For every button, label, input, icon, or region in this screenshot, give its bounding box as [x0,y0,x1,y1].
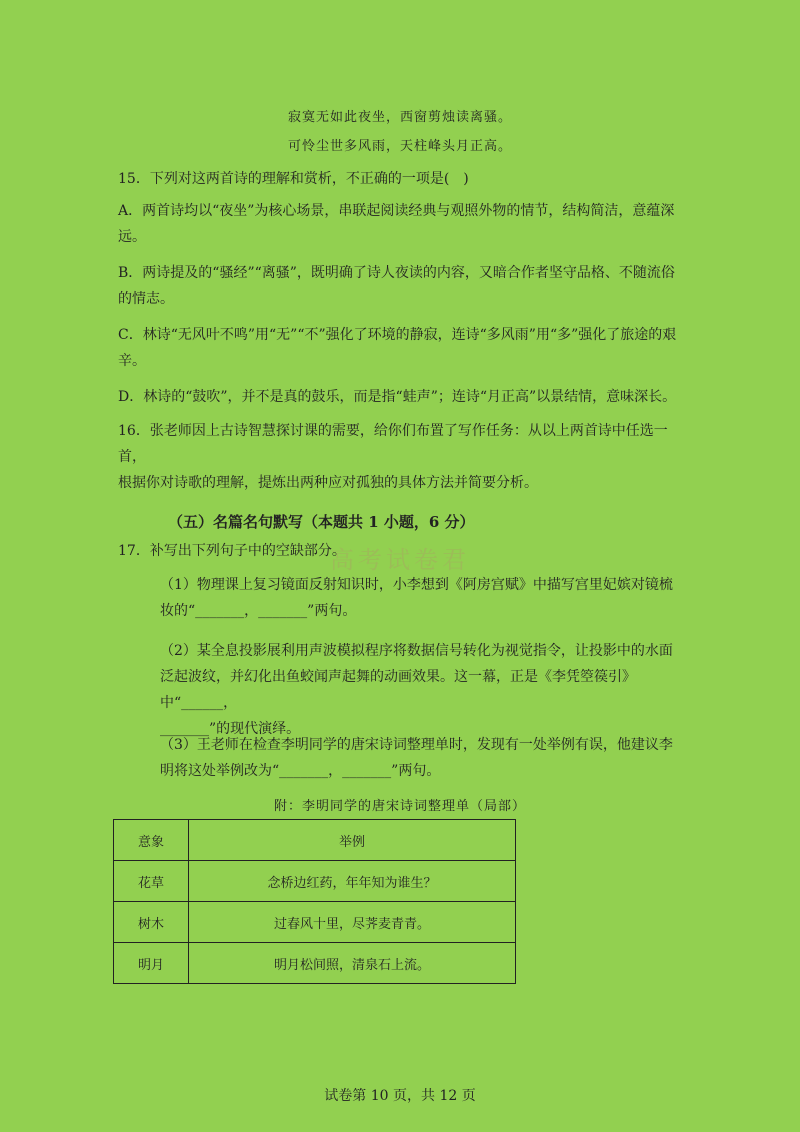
cell-imagery: 明月 [114,943,189,984]
item-2-line-1: （2）某全息投影展利用声波模拟程序将数据信号转化为视觉指令，让投影中的水面 [160,643,673,659]
question-15-option-a [118,198,680,250]
item-1-line-2: 妆的“_______，_______”两句。 [160,603,357,619]
option-a-line-2: 远。 [118,229,146,245]
option-b-line-1: B．两诗提及的“骚经”“离骚”，既明确了诗人夜读的内容，又暗合作者坚守品格、不随流俗 [118,265,675,281]
table-caption: 附：李明同学的唐宋诗词整理单（局部） [273,799,526,814]
section-5-heading: （五）名篇名句默写（本题共 1 小题，6 分） [168,513,475,531]
question-15-stem: 15．下列对这两首诗的理解和赏析，不正确的一项是( ) [118,171,469,187]
question-17-item-1 [160,572,680,624]
option-a-line-1: A．两首诗均以“夜坐”为核心场景，串联起阅读经典与观照外物的情节，结构简洁，意蕴深 [118,203,675,219]
item-2-line-3: _______”的现代演绎。 [160,721,301,737]
question-15-option-b [118,260,680,312]
question-16 [118,418,680,496]
question-15-option-c [118,322,680,374]
option-c-line-2: 辛。 [118,353,146,369]
question-17-item-2 [160,638,680,742]
cell-example: 明月松间照，清泉石上流。 [189,943,516,984]
item-3-line-1: （3）王老师在检查李明同学的唐宋诗词整理单时，发现有一处举例有误，他建议李 [160,737,673,753]
cell-example: 念桥边红药，年年知为谁生？ [189,861,516,902]
page-footer: 试卷第 10 页，共 12 页 [324,1088,476,1104]
watermark: 高考试卷君 [330,546,470,574]
table-row [114,902,516,943]
question-16-line-2: 根据你对诗歌的理解，提炼出两种应对孤独的具体方法并简要分析。 [118,475,538,491]
question-16-line-1: 16．张老师因上古诗智慧探讨课的需要，给你们布置了写作任务：从以上两首诗中任选一首， [118,423,668,465]
option-c-line-1: C．林诗“无风叶不鸣”用“无”“不”强化了环境的静寂，连诗“多风雨”用“多”强化了旅途的艰 [118,327,677,343]
option-b-line-2: 的情志。 [118,291,174,307]
question-17-item-3 [160,732,680,784]
table-header-row [114,820,516,861]
item-2-line-2: 泛起波纹，并幻化出鱼蛟闻声起舞的动画效果。这一幕，正是《李凭箜篌引》中“______， [160,669,636,711]
table-row [114,861,516,902]
item-1-line-1: （1）物理课上复习镜面反射知识时，小李想到《阿房宫赋》中描写宫里妃嫔对镜梳 [160,577,673,593]
poem-line-1: 寂寞无如此夜坐，西窗剪烛读离骚。 [287,110,512,125]
header-imagery: 意象 [114,820,189,861]
cell-example: 过春风十里，尽荠麦青青。 [189,902,516,943]
header-example: 举例 [189,820,516,861]
item-3-line-2: 明将这处举例改为“_______，_______”两句。 [160,763,441,779]
poetry-list-table [113,819,516,984]
cell-imagery: 花草 [114,861,189,902]
question-15-option-d [118,384,680,410]
option-d-line-1: D．林诗的“鼓吹”，并不是真的鼓乐，而是指“蛙声”；连诗“月正高”以景结情，意味深长。 [118,389,677,405]
cell-imagery: 树木 [114,902,189,943]
poem-line-2: 可怜尘世多风雨，天柱峰头月正高。 [287,139,512,154]
table-row [114,943,516,984]
question-17-stem: 17．补写出下列句子中的空缺部分。 [118,543,346,559]
